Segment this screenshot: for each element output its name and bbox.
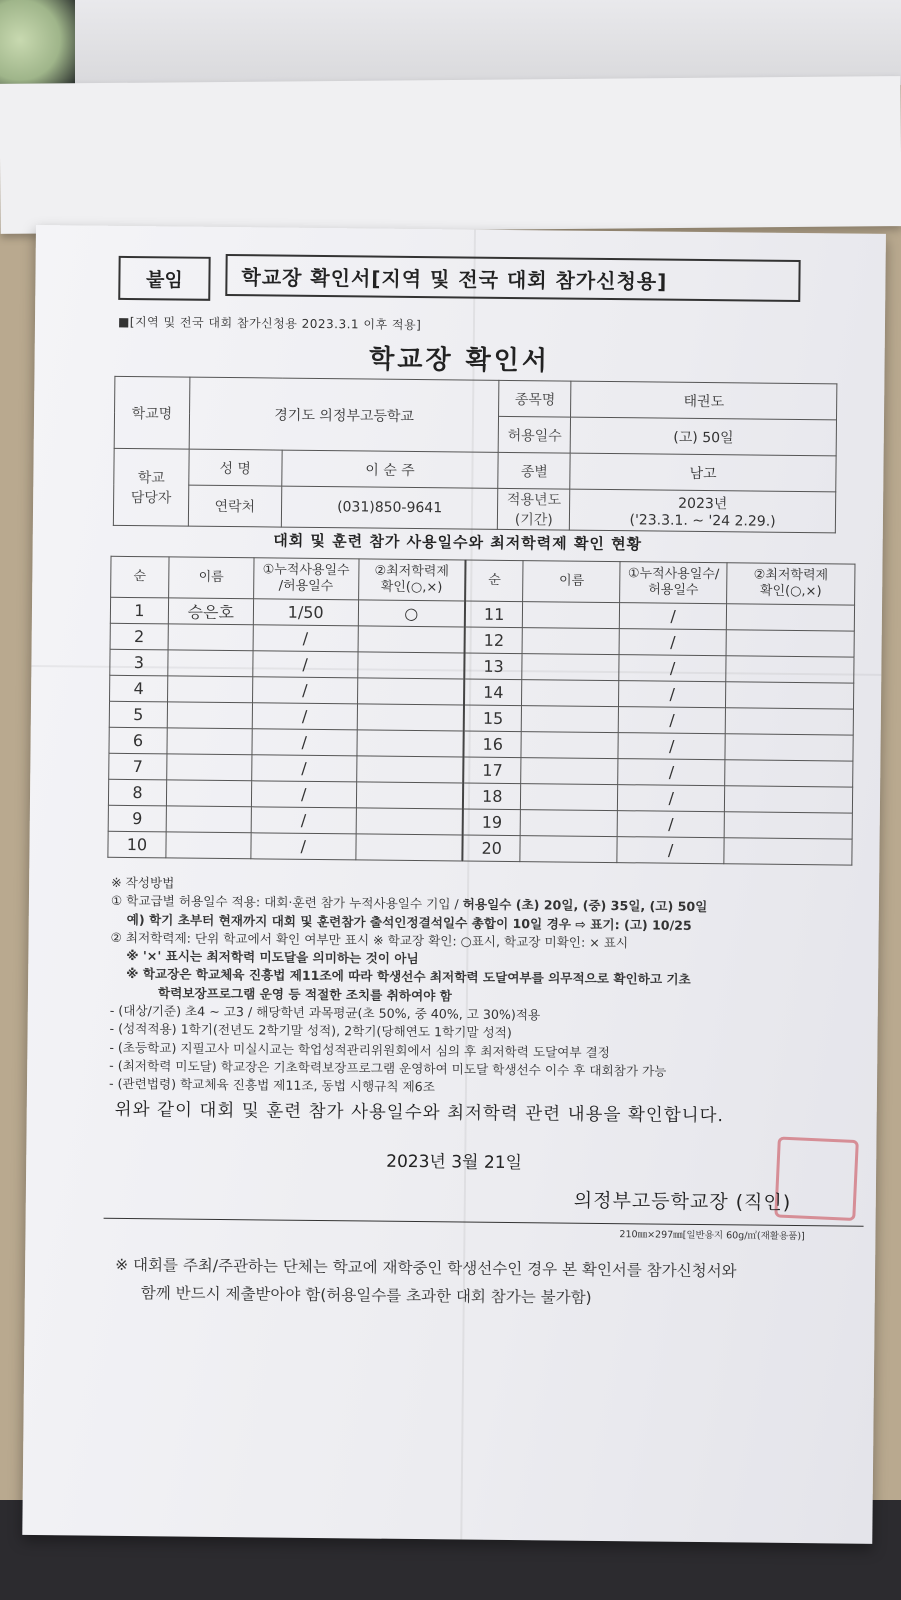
row-no-right: 12 — [465, 627, 523, 654]
detail-5: - (관련법령) 학교체육 진흥법 제11조, 동법 시행규칙 제6조 — [108, 1076, 435, 1095]
header-name-left: 이름 — [169, 557, 254, 599]
row-name-right — [521, 758, 618, 785]
period-value: ('23.3.1. ~ '24 2.29.) — [629, 512, 776, 530]
paper-spec: 210㎜×297㎜[일반용지 60g/㎡(재활용품)] — [619, 1229, 805, 1243]
header-days-left-line2: /허용일수 — [278, 578, 334, 595]
footer-line-2: 함께 반드시 제출받아야 함(허용일수를 초과한 대회 참가는 불가함) — [140, 1284, 592, 1307]
row-no-left: 9 — [108, 805, 166, 832]
header-acad-left-line1: ②최저학력제 — [374, 563, 450, 580]
row-name-right — [521, 732, 618, 759]
row-name-left — [167, 754, 252, 781]
usage-grid — [107, 556, 855, 866]
previous-page — [0, 76, 901, 234]
grid-body — [108, 597, 855, 865]
year-value — [570, 489, 836, 533]
row-name-left — [166, 806, 251, 833]
event-value: 태권도 — [571, 381, 837, 420]
note-2: ② 최저학력제: 단위 학교에서 확인 여부만 표시 ※ 학교장 확인: ○표시, 학교장 미확인: × 표시 — [110, 929, 629, 951]
row-days-left: / — [251, 755, 356, 782]
row-acad-right — [726, 630, 854, 657]
contact-label: 연락처 — [188, 485, 281, 527]
row-days-left: / — [252, 729, 357, 756]
row-acad-right — [726, 682, 854, 709]
row-name-left — [166, 832, 251, 859]
notes-heading: ※ 작성방법 — [111, 874, 175, 891]
row-acad-left — [356, 834, 463, 861]
document-page — [22, 225, 886, 1544]
header-days-right-line1: ①누적사용일수/ — [627, 566, 720, 583]
row-no-right: 17 — [463, 757, 521, 784]
header-days-right — [620, 562, 727, 604]
row-days-right: / — [617, 837, 724, 864]
row-name-left — [166, 780, 251, 807]
row-days-right: / — [618, 733, 725, 760]
school-label: 학교명 — [114, 376, 190, 449]
row-days-left: / — [253, 651, 358, 678]
apply-note: ■[지역 및 전국 대회 참가신청용 2023.3.1 이후 적용] — [117, 314, 422, 333]
contact-value: (031)850-9641 — [281, 486, 498, 529]
detail-4: - (최저학력 미도달) 학교장은 기초학력보장프로그램 운영하여 미도달 학생선수 이수 후 대회참가 가능 — [109, 1057, 667, 1079]
note-1-bold: 허용일수 (초) 20일, (중) 35일, (고) 50일 — [462, 896, 708, 915]
row-no-left: 1 — [110, 597, 168, 624]
row-name-right — [522, 654, 619, 681]
row-name-left — [168, 624, 253, 651]
row-acad-left — [357, 652, 464, 679]
row-no-right: 13 — [464, 653, 522, 680]
header-no-right: 순 — [465, 560, 523, 602]
row-no-right: 11 — [465, 601, 523, 628]
note-4: ※ 학교장은 학교체육 진흥법 제11조에 따라 학생선수 최저학력 도달여부를 의무적으로 확인하고 기초 — [126, 966, 691, 988]
note-1-text: ① 학교급별 허용일수 적용: 대회·훈련 참가 누적사용일수 기입 / — [110, 893, 463, 912]
detail-2: - (성적적용) 1학기(전년도 2학기말 성적), 2학기(당해연도 1학기말 성적) — [109, 1021, 512, 1041]
info-table — [113, 376, 838, 534]
row-acad-left — [357, 730, 464, 757]
row-no-right: 19 — [463, 809, 521, 836]
header-days-right-line2: 허용일수 — [648, 582, 699, 598]
staff-label-line2: 담당자 — [130, 490, 172, 507]
allowed-days-value: (고) 50일 — [570, 417, 836, 456]
school-value: 경기도 의정부고등학교 — [189, 377, 499, 452]
row-days-left: / — [252, 703, 357, 730]
background-top — [0, 0, 901, 85]
row-days-left: / — [252, 677, 357, 704]
row-acad-right — [724, 786, 852, 813]
row-days-left: / — [251, 781, 356, 808]
row-acad-right — [725, 708, 853, 735]
header-acad-left — [358, 559, 465, 601]
row-acad-right — [726, 604, 854, 631]
row-no-right: 18 — [463, 783, 521, 810]
row-days-right: / — [618, 785, 725, 812]
header-no-left: 순 — [111, 556, 169, 598]
note-1-example: 예) 학기 초부터 현재까지 대회 및 훈련참가 출석인정결석일수 총합이 10일 경우 ⇨ 표기: (고) 10/25 — [126, 911, 692, 933]
header-acad-right — [727, 563, 855, 605]
row-no-right: 20 — [462, 835, 520, 862]
row-name-right — [520, 836, 617, 863]
header-acad-left-line2: 확인(○,×) — [380, 579, 443, 596]
year-label-line2: (기간) — [514, 512, 553, 529]
detail-1: - (대상/기준) 초4 ~ 고3 / 해당학년 과목평균(초 50%, 중 40%, 고 30%)적용 — [109, 1002, 541, 1023]
divider-line — [104, 1218, 864, 1227]
allowed-days-label: 허용일수 — [499, 416, 571, 453]
gender-label: 종별 — [498, 452, 570, 489]
row-acad-left: ○ — [358, 600, 465, 627]
row-no-left: 5 — [109, 701, 167, 728]
document-title: 학교장 확인서 — [369, 344, 551, 377]
row-name-right — [522, 706, 619, 733]
event-label: 종목명 — [499, 380, 571, 417]
header-days-left-line1: ①누적사용일수 — [262, 562, 350, 579]
document-header-box: 학교장 확인서[지역 및 전국 대회 참가신청용] — [225, 254, 800, 302]
row-acad-left — [358, 626, 465, 653]
detail-3: - (초등학교) 지필고사 미실시교는 학업성적관리위원회에서 심의 후 최저학력 도달여부 결정 — [109, 1039, 610, 1060]
row-name-right — [521, 810, 618, 837]
year-value-line1: 2023년 — [678, 495, 728, 513]
row-no-left: 8 — [108, 779, 166, 806]
row-acad-left — [356, 756, 463, 783]
principal-signature: 의정부고등학교장 (직인) — [573, 1189, 792, 1214]
year-label — [498, 488, 570, 530]
gender-value: 남고 — [570, 453, 836, 492]
row-no-right: 14 — [464, 679, 522, 706]
row-days-left: 1/50 — [253, 599, 358, 626]
row-acad-left — [356, 782, 463, 809]
note-4-cont: 학력보장프로그램 운영 등 적절한 조치를 취하여야 함 — [157, 985, 452, 1004]
footer-line-1: ※ 대회를 주최/주관하는 단체는 학교에 재학중인 학생선수인 경우 본 확인서를 참가신청서와 — [115, 1255, 737, 1281]
note-3: ※ '×' 표시는 최저학력 미도달을 의미하는 것이 아님 — [126, 948, 419, 967]
row-no-left: 6 — [109, 727, 167, 754]
row-acad-left — [357, 704, 464, 731]
row-no-right: 15 — [464, 705, 522, 732]
header-name-right: 이름 — [523, 561, 620, 603]
row-days-right: / — [619, 655, 726, 682]
staff-label — [113, 448, 189, 526]
row-no-left: 2 — [110, 623, 168, 650]
name-value: 이 순 주 — [281, 450, 498, 488]
row-days-right: / — [617, 811, 724, 838]
row-days-left: / — [253, 625, 358, 652]
row-no-left: 3 — [110, 649, 168, 676]
row-days-right: / — [618, 707, 725, 734]
staff-label-line1: 학교 — [137, 470, 165, 487]
row-no-right: 16 — [463, 731, 521, 758]
header-acad-right-line1: ②최저학력제 — [753, 567, 829, 584]
row-acad-left — [356, 808, 463, 835]
row-name-left — [167, 702, 252, 729]
row-acad-right — [724, 838, 852, 865]
issue-date: 2023년 3월 21일 — [386, 1151, 523, 1174]
header-acad-right-line2: 확인(○,×) — [759, 583, 822, 600]
year-label-line1: 적용년도 — [506, 491, 562, 509]
name-label: 성 명 — [189, 449, 282, 486]
row-acad-right — [724, 812, 852, 839]
row-no-left: 10 — [108, 831, 166, 858]
footer-note — [115, 1251, 846, 1315]
section-title: 대회 및 훈련 참가 사용일수와 최저학력제 확인 현황 — [273, 531, 643, 554]
row-days-left: / — [251, 807, 356, 834]
row-days-right: / — [618, 759, 725, 786]
row-days-right: / — [619, 681, 726, 708]
row-name-right — [522, 628, 619, 655]
row-name-left — [168, 650, 253, 677]
instructions — [109, 874, 846, 1101]
confirm-statement: 위와 같이 대회 및 훈련 참가 사용일수와 최저학력 관련 내용을 확인합니다. — [114, 1099, 725, 1127]
row-days-left: / — [251, 833, 356, 860]
row-acad-right — [725, 760, 853, 787]
row-days-right: / — [619, 629, 726, 656]
row-no-left: 4 — [110, 675, 168, 702]
row-no-left: 7 — [109, 753, 167, 780]
row-name-right — [522, 680, 619, 707]
row-days-right: / — [620, 603, 727, 630]
row-name-left — [167, 676, 252, 703]
row-name-right — [521, 784, 618, 811]
row-acad-right — [725, 734, 853, 761]
row-acad-right — [726, 656, 854, 683]
header-days-left — [253, 558, 358, 600]
row-name-left: 승은호 — [168, 598, 253, 625]
attachment-tag: 붙임 — [118, 256, 210, 301]
row-acad-left — [357, 678, 464, 705]
row-name-left — [167, 728, 252, 755]
row-name-right — [523, 602, 620, 629]
